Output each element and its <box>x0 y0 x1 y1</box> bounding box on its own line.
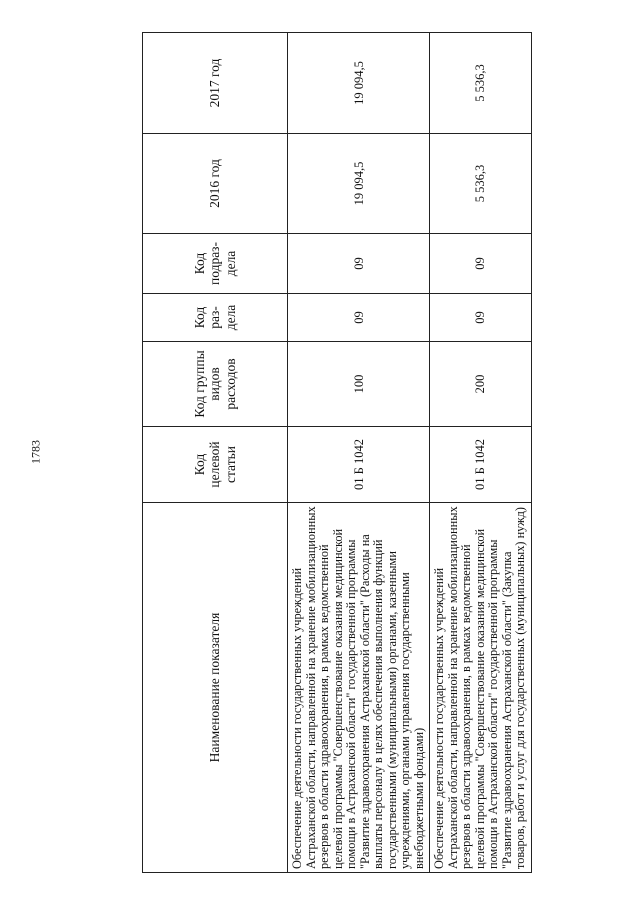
row-celev: 01 Б 1042 <box>288 427 430 503</box>
row-razdel: 09 <box>288 294 430 342</box>
row-podrazdel: 09 <box>430 234 532 294</box>
row-2017: 19 094,5 <box>288 33 430 134</box>
header-celev: Код целевой статьи <box>143 427 288 503</box>
row-podrazdel: 09 <box>288 234 430 294</box>
row-2016: 5 536,3 <box>430 134 532 234</box>
row-name: Обеспечение деятельности государственных учреждений Астраханской области, направленной на хранение мобилизационных резервов в области здравоохранения, в рамках ведомственной целевой программы "Совершенствование оказания медицинской помощи в Астраханской области" государственной программы "Развитие здравоохранения Астраханской области" (Расходы на выплаты персоналу в целях обеспечения выполнения функций государственными (муниципальными) органами, казенными учреждениями, органами управления государственными внебюджетными фондами) <box>288 503 430 873</box>
header-2016: 2016 год <box>143 134 288 234</box>
table-row <box>288 33 430 873</box>
header-name: Наименование показателя <box>143 503 288 873</box>
header-2017: 2017 год <box>143 33 288 134</box>
row-name: Обеспечение деятельности государственных учреждений Астраханской области, направленной на хранение мобилизационных резервов в области здравоохранения, в рамках ведомственной целевой программы "Совершенствование оказания медицинской помощи в Астраханской области" государственной программы "Развитие здравоохранения Астраханской области" (Закупка товаров, работ и услуг для государственных (муниципальных) нужд) <box>430 503 532 873</box>
row-2016: 19 094,5 <box>288 134 430 234</box>
table-header-row <box>143 33 288 873</box>
budget-table <box>142 32 532 873</box>
row-grupp: 100 <box>288 342 430 427</box>
page-number: 1783 <box>28 440 43 464</box>
row-grupp: 200 <box>430 342 532 427</box>
row-razdel: 09 <box>430 294 532 342</box>
header-grupp: Код группы видов расходов <box>143 342 288 427</box>
header-podrazdel: Код подраз-дела <box>143 234 288 294</box>
row-celev: 01 Б 1042 <box>430 427 532 503</box>
row-2017: 5 536,3 <box>430 33 532 134</box>
table-row <box>430 33 532 873</box>
header-razdel: Код раз-дела <box>143 294 288 342</box>
rotated-table-wrapper <box>142 33 528 873</box>
